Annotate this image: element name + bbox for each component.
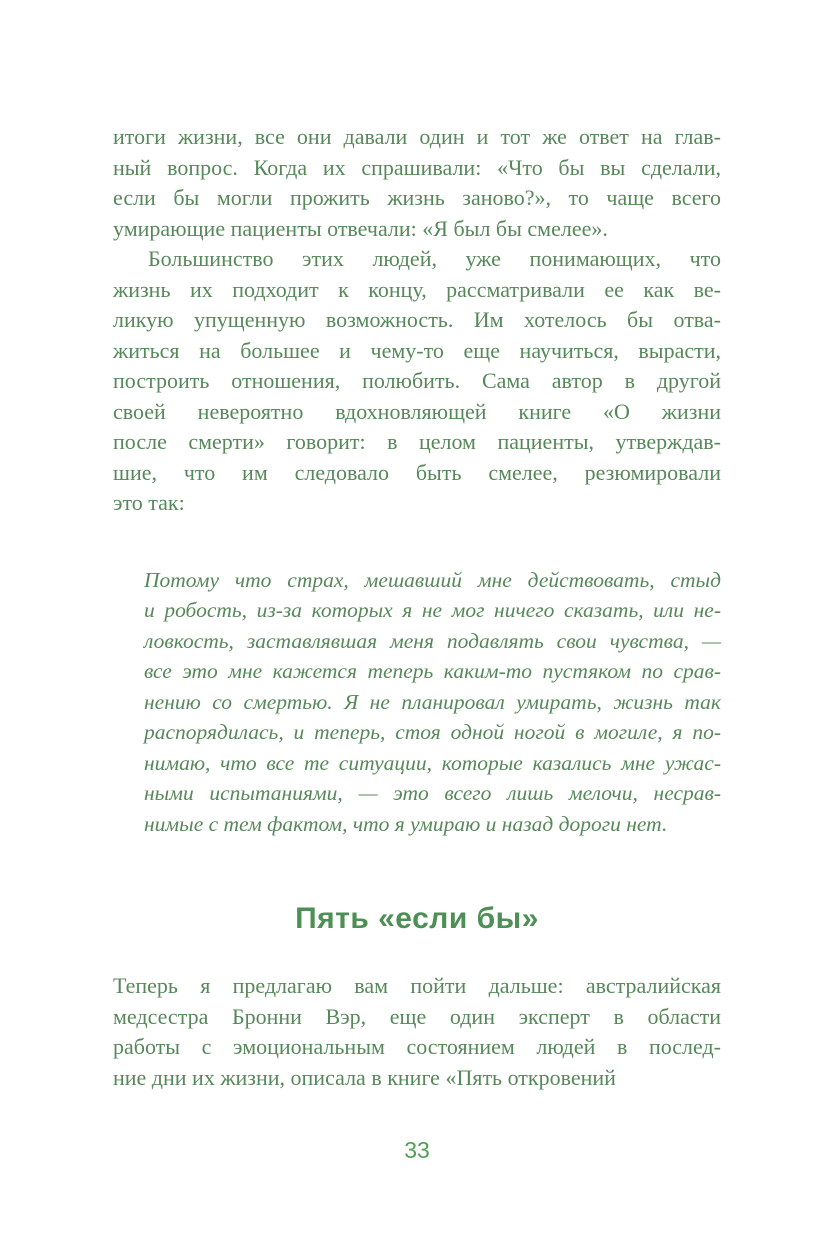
text-line: после смерти» говорит: в целом пациенты, утверждав-	[113, 429, 721, 454]
text-line: это так:	[113, 490, 185, 515]
text-line: итоги жизни, все они давали один и тот же ответ на глав-	[113, 124, 721, 149]
text-line: Теперь я предлагаю вам пойти дальше: австралийская	[113, 973, 721, 998]
text-line: житься на большее и чему-то еще научиться, вырасти,	[113, 337, 721, 363]
text-line: построить отношения, полюбить. Сама автор в другой	[113, 368, 721, 393]
text-line: ликую упущенную возможность. Им хотелось бы отва-	[113, 307, 721, 332]
text-line: Потому что страх, мешавший мне действовать, стыд	[144, 567, 721, 592]
text-line: умирающие пациенты отвечали: «Я был бы смелее».	[113, 215, 608, 241]
section-heading: Пять «если бы»	[295, 902, 539, 935]
text-line: все это мне кажется теперь каким-то пустяком по срав-	[144, 659, 721, 683]
paragraph-continuation	[113, 122, 721, 244]
paragraph-after-heading	[113, 971, 721, 1093]
text-line: жизнь их подходит к концу, рассматривали ее как ве-	[113, 276, 721, 302]
text-line: и робость, из-за которых я не мог ничего сказать, или не-	[144, 598, 721, 622]
text-line: работы с эмоциональным состоянием людей в послед-	[113, 1034, 721, 1059]
block-quote	[144, 565, 721, 840]
page-number: 33	[404, 1137, 430, 1163]
text-line: ние дни их жизни, описала в книге «Пять откровений	[113, 1064, 616, 1090]
text-line: шие, что им следовало быть смелее, резюмировали	[113, 459, 721, 485]
text-line: своей невероятно вдохновляющей книге «О жизни	[113, 398, 721, 424]
text-line: распорядилась, и теперь, стоя одной ногой в могиле, я по-	[144, 720, 721, 744]
text-line: ловкость, заставлявшая меня подавлять свои чувства, —	[144, 628, 721, 653]
text-line: ный вопрос. Когда их спрашивали: «Что бы вы сделали,	[113, 154, 721, 180]
text-line: если бы могли прожить жизнь заново?», то чаще всего	[113, 185, 721, 210]
text-line: нению со смертью. Я не планировал умирать, жизнь так	[144, 689, 721, 714]
text-line: медсестра Бронни Вэр, еще один эксперт в области	[113, 1003, 721, 1029]
text-line: ными испытаниями, — это всего лишь мелочи, несрав-	[144, 781, 721, 805]
text-line: нимые с тем фактом, что я умираю и назад дороги нет.	[144, 811, 668, 836]
page-content	[113, 122, 721, 1093]
text-line: Большинство этих людей, уже понимающих, что	[148, 246, 721, 271]
text-line: нимаю, что все те ситуации, которые казались мне ужас-	[144, 750, 721, 775]
paragraph-body	[113, 244, 721, 519]
